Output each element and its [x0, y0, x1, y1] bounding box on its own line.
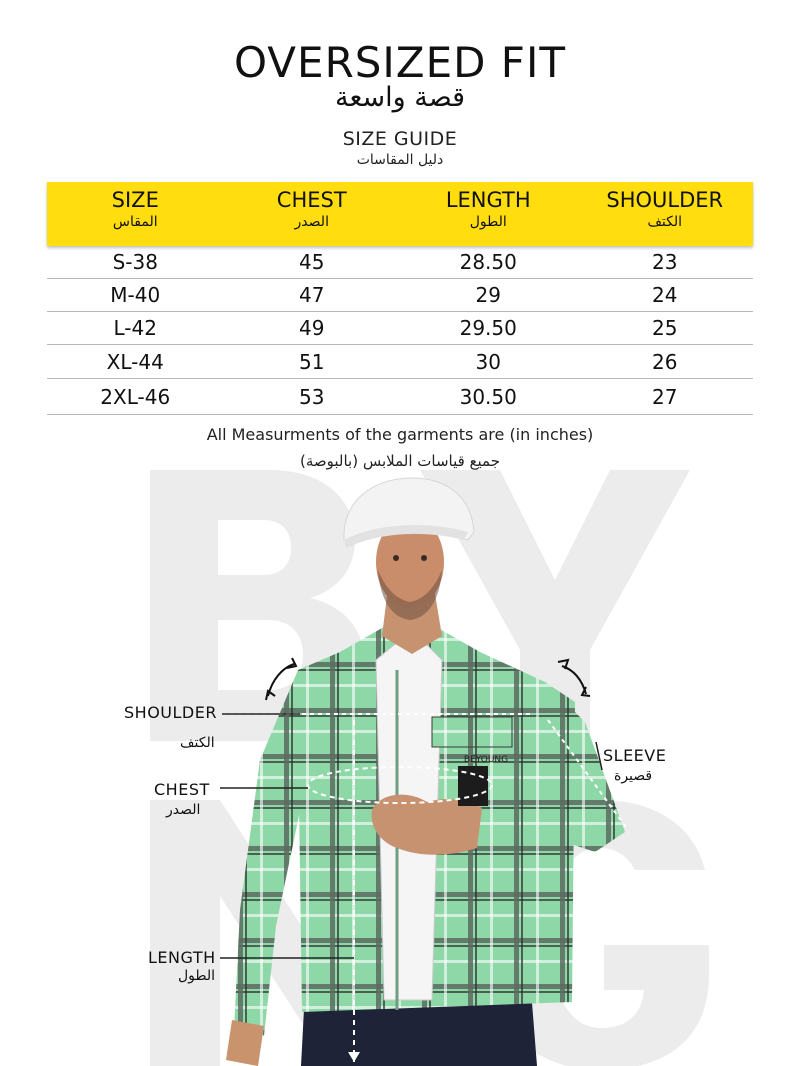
page-title-arabic: قصة واسعة	[334, 82, 466, 113]
sleeve-label: SLEEVE	[603, 746, 667, 765]
model-figure	[0, 470, 800, 1066]
length-label-arabic: الطول	[178, 968, 216, 984]
table-row	[47, 345, 753, 379]
cell-chest: 49	[299, 316, 325, 340]
cell-shoulder: 23	[652, 250, 678, 274]
cell-size: 2XL-46	[100, 384, 171, 409]
size-guide-heading: SIZE GUIDE	[342, 128, 458, 150]
cell-size: M-40	[110, 283, 161, 307]
size-table	[47, 182, 753, 415]
cell-length: 30.50	[459, 384, 517, 409]
column-header-label: SIZE	[111, 188, 159, 212]
cell-length: 28.50	[459, 250, 517, 274]
cell-shoulder: 27	[652, 384, 678, 409]
cell-chest: 51	[299, 349, 325, 374]
column-header-label-arabic: الطول	[469, 214, 507, 230]
column-header-length	[400, 182, 577, 246]
cell-shoulder: 24	[652, 283, 678, 307]
page-title: OVERSIZED FIT	[233, 38, 567, 87]
shoulder-label-arabic: الكتف	[180, 735, 215, 751]
column-header-shoulder	[577, 182, 754, 246]
length-label: LENGTH	[148, 948, 216, 967]
sleeve-label-arabic: قصيرة	[614, 768, 653, 784]
column-header-label-arabic: الصدر	[294, 214, 329, 230]
size-table-header	[47, 182, 753, 246]
model-illustration	[0, 470, 800, 1066]
table-row	[47, 279, 753, 312]
table-row	[47, 379, 753, 415]
table-row	[47, 246, 753, 279]
column-header-label-arabic: المقاس	[112, 214, 158, 230]
cell-chest: 53	[299, 384, 325, 409]
chest-label: CHEST	[154, 780, 210, 799]
column-header-label: SHOULDER	[606, 188, 724, 212]
shoulder-label: SHOULDER	[124, 703, 217, 722]
table-row	[47, 312, 753, 345]
cell-size: S-38	[112, 250, 158, 274]
column-header-label-arabic: الكتف	[647, 214, 683, 230]
pocket-label: BEYOUNG	[463, 755, 509, 765]
column-header-size	[47, 182, 224, 246]
measurement-note: All Measurments of the garments are (in inches)	[206, 425, 594, 444]
cell-chest: 47	[299, 283, 325, 307]
cell-length: 29.50	[459, 316, 517, 340]
size-guide-heading-arabic: دليل المقاسات	[356, 152, 444, 168]
cell-chest: 45	[299, 250, 325, 274]
cell-shoulder: 26	[652, 349, 678, 374]
cell-shoulder: 25	[652, 316, 678, 340]
cell-length: 29	[475, 283, 501, 307]
measurement-note-arabic: جميع قياسات الملابس (بالبوصة)	[299, 452, 501, 470]
column-header-chest	[224, 182, 401, 246]
chest-label-arabic: الصدر	[166, 802, 201, 818]
cell-length: 30	[475, 349, 501, 374]
cell-size: L-42	[113, 316, 157, 340]
column-header-label: LENGTH	[445, 188, 531, 212]
cell-size: XL-44	[106, 349, 164, 374]
column-header-label: CHEST	[276, 188, 347, 212]
